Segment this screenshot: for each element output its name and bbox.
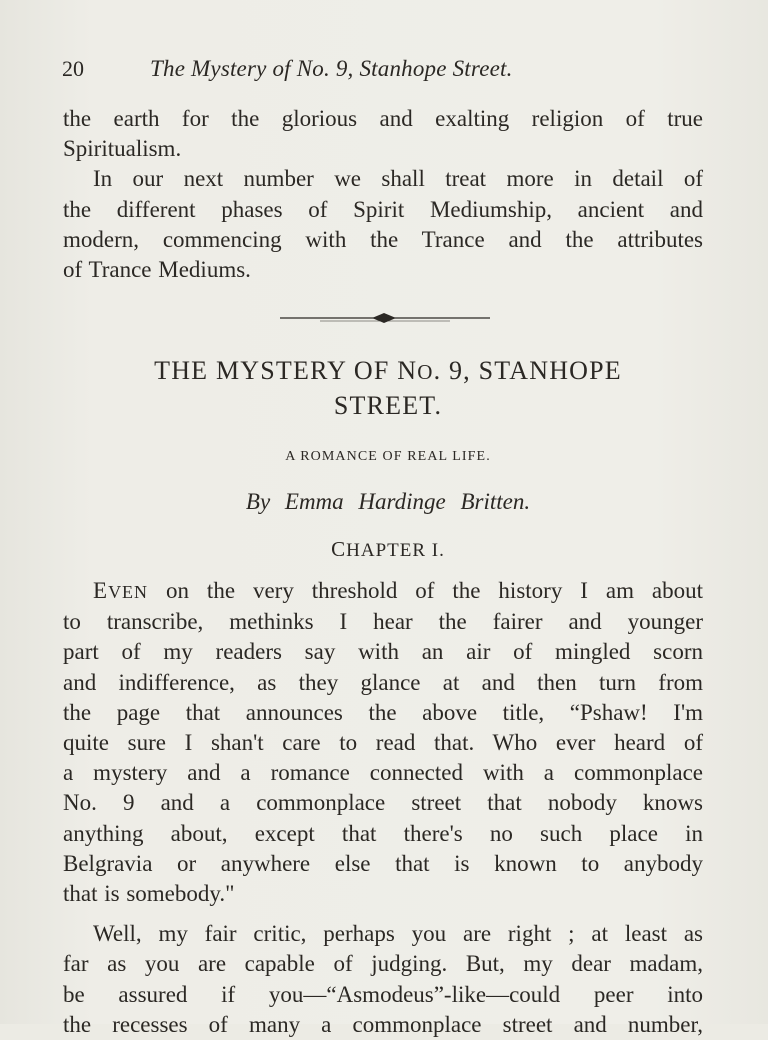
text-line: In our next number we shall treat more in detail of <box>93 166 703 192</box>
running-head <box>62 52 712 86</box>
text-line: Well, my fair critic, perhaps you are right ; at least as <box>93 921 703 947</box>
text-line: quite sure I shan't care to read that. Who ever heard of <box>63 730 703 756</box>
text-line: Belgravia or anywhere else that is known to anybody <box>63 850 703 876</box>
text-line: anything about, except that there's no such place in <box>63 820 703 846</box>
paragraph-gap <box>63 909 703 919</box>
article-title-line1: THE MYSTERY OF NO. 9, STANHOPE <box>154 356 622 385</box>
running-title: The Mystery of No. 9, Stanhope Street. <box>150 56 513 81</box>
author-byline: By Emma Hardinge Britten. <box>245 489 531 514</box>
text-line: be assured if you—“Asmodeus”-like—could peer into <box>63 981 703 1007</box>
article-title <box>63 354 713 423</box>
text-line: the different phases of Spirit Mediumship, ancient and <box>63 196 703 222</box>
text-line: the earth for the glorious and exalting religion of true <box>63 106 703 131</box>
previous-article-text <box>63 104 703 285</box>
text-line: Spiritualism. <box>63 136 182 162</box>
article-subtitle: A ROMANCE OF REAL LIFE. <box>285 449 491 464</box>
text-line: the page that announces the above title, “Pshaw! I'm <box>63 699 703 725</box>
lead-word: EVEN <box>93 578 149 603</box>
text-line: a mystery and a romance connected with a commonplace <box>63 760 703 786</box>
text-line: part of my readers say with an air of mingled scorn <box>63 639 703 665</box>
text-line: to transcribe, methinks I hear the fairer and younger <box>63 609 703 635</box>
text-line: EVEN on the very threshold of the history I am about <box>93 578 703 603</box>
text-line: modern, commencing with the Trance and the attributes <box>63 226 703 252</box>
story-text <box>63 576 703 1040</box>
article-title-line2: STREET. <box>333 391 443 420</box>
chapter-heading: CHAPTER I. <box>331 537 445 561</box>
text-line: that is somebody." <box>63 881 235 907</box>
text-line: far as you are capable of judging. But, my dear madam, <box>63 951 703 977</box>
section-divider-ornament <box>280 307 490 329</box>
text-line: No. 9 and a commonplace street that nobody knows <box>63 790 703 816</box>
text-line: of Trance Mediums. <box>63 257 251 283</box>
text-line: the recesses of many a commonplace street and number, <box>63 1011 703 1037</box>
page-number: 20 <box>62 56 84 81</box>
text-line: and indifference, as they glance at and then turn from <box>63 669 703 695</box>
